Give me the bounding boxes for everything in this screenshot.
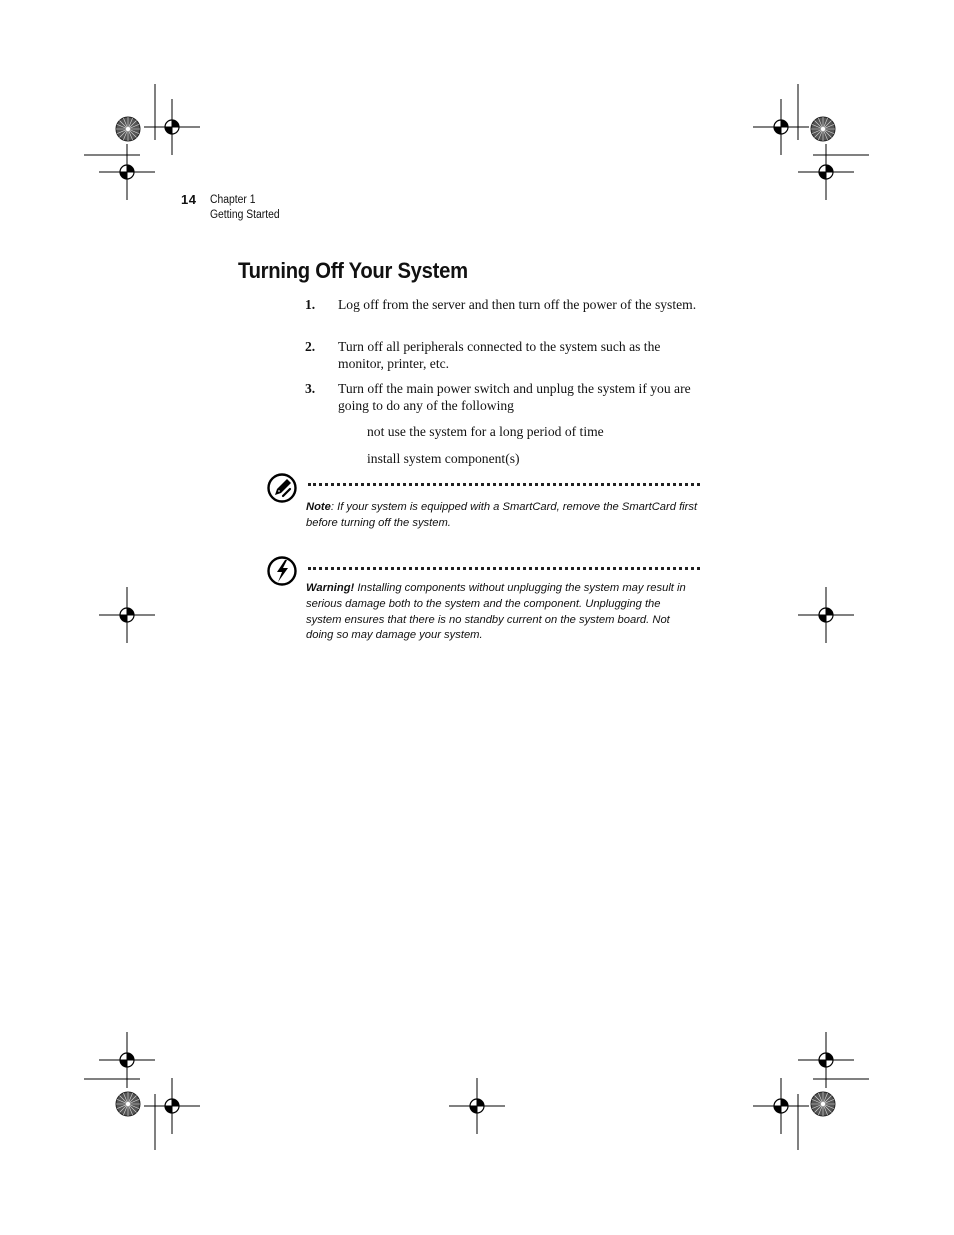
warning-callout bbox=[306, 581, 698, 644]
step-number: 2. bbox=[305, 339, 316, 354]
note-text: : If your system is equipped with a SmartCard, remove the SmartCard first before turning off the system. bbox=[306, 501, 698, 529]
warning-label: Warning! bbox=[306, 582, 355, 594]
step-number: 1. bbox=[305, 297, 316, 312]
note-pencil-icon bbox=[266, 472, 298, 504]
page-number: 14 bbox=[181, 192, 197, 207]
warning-divider bbox=[308, 567, 700, 570]
step-number: 3. bbox=[305, 381, 316, 396]
step-item bbox=[305, 296, 700, 313]
step-text: Turn off all peripherals connected to the system such as the monitor, printer, etc. bbox=[338, 339, 661, 371]
running-header bbox=[210, 193, 280, 223]
step-text: Log off from the server and then turn off the power of the system. bbox=[338, 297, 697, 312]
step-item bbox=[305, 338, 700, 372]
sub-item: not use the system for a long period of time bbox=[367, 424, 604, 439]
warning-text: Installing components without unplugging the system may result in serious damage both to the system and the component. Unplugging the system ensures that there is no standby current on the system board. Not doing so may damage your system. bbox=[306, 582, 686, 642]
sub-item: install system component(s) bbox=[367, 451, 520, 466]
note-label: Note bbox=[306, 501, 331, 513]
note-divider bbox=[308, 483, 700, 486]
note-callout bbox=[306, 500, 698, 532]
section-title: Turning Off Your System bbox=[238, 258, 468, 283]
chapter-title: Getting Started bbox=[210, 209, 280, 221]
lightning-warning-icon bbox=[266, 555, 298, 587]
step-item bbox=[305, 380, 700, 414]
step-text: Turn off the main power switch and unplug the system if you are going to do any of the following bbox=[338, 381, 691, 413]
chapter-label: Chapter 1 bbox=[210, 194, 256, 206]
